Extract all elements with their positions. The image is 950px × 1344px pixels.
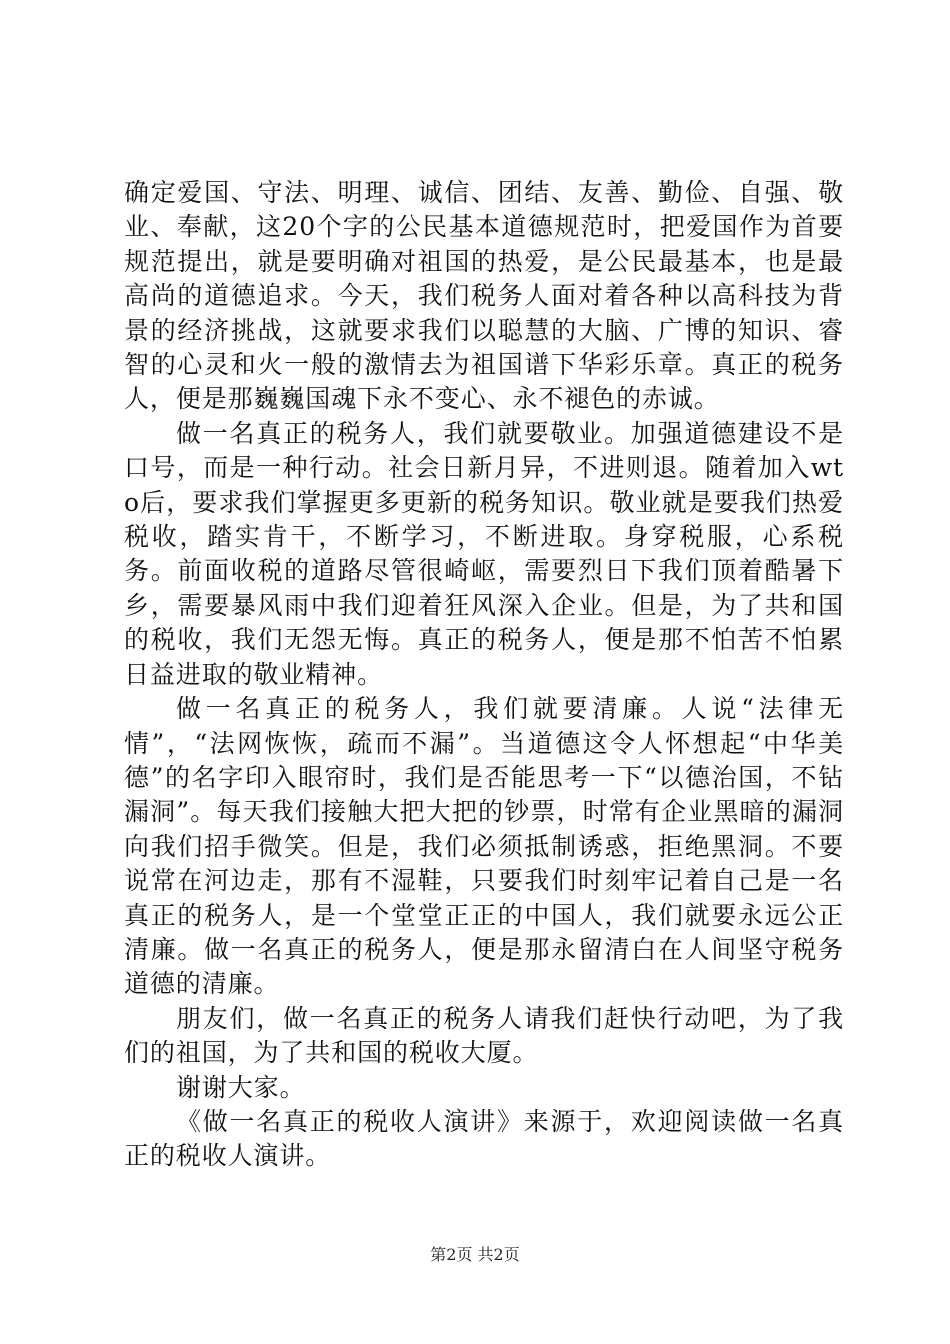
paragraph-continuation: 确定爱国、守法、明理、诚信、团结、友善、勤俭、自强、敬业、奉献，这20个字的公民基本道德规范时，把爱国作为首要规范提出，就是要明确对祖国的热爱，是公民最基本，也是最高尚的道德追求。今天，我们税务人面对着各种以高科技为背景的经济挑战，这就要求我们以聪慧的大脑、广博的知识、睿智的心灵和火一般的激情去为祖国谱下华彩乐章。真正的税务人，便是那巍巍国魂下永不变心、永不褪色的赤诚。 (124, 178, 844, 414)
document-body (124, 176, 844, 1174)
paragraph-call-to-action: 朋友们，做一名真正的税务人请我们赶快行动吧，为了我们的祖国，为了共和国的税收大厦。 (124, 1003, 844, 1068)
paragraph-thanks: 谢谢大家。 (176, 1072, 306, 1102)
paragraph-dedication: 做一名真正的税务人，我们就要敬业。加强道德建设不是口号，而是一种行动。社会日新月异，不进则退。随着加入wto后，要求我们掌握更多更新的税务知识。敬业就是要我们热爱税收，踏实肯干，不断学习，不断进取。身穿税服，心系税务。前面收税的道路尽管很崎岖，需要烈日下我们顶着酷暑下乡，需要暴风雨中我们迎着狂风深入企业。但是，为了共和国的税收，我们无怨无悔。真正的税务人，便是那不怕苦不怕累日益进取的敬业精神。 (124, 418, 844, 689)
paragraph-integrity: 做一名真正的税务人，我们就要清廉。人说“法律无情”，“法网恢恢，疏而不漏”。当道德这令人怀想起“中华美德”的名字印入眼帘时，我们是否能思考一下“以德治国，不钻漏洞”。每天我们接触大把大把的钞票，时常有企业黑暗的漏洞向我们招手微笑。但是，我们必须抵制诱惑，拒绝黑洞。不要说常在河边走，那有不湿鞋，只要我们时刻牢记着自己是一名真正的税务人，是一个堂堂正正的中国人，我们就要永远公正清廉。做一名真正的税务人，便是那永留清白在人间坚守税务道德的清廉。 (124, 694, 844, 999)
page-number-footer: 第2页 共2页 (430, 1245, 520, 1264)
paragraph-source-note: 《做一名真正的税收人演讲》来源于，欢迎阅读做一名真正的税收人演讲。 (124, 1106, 844, 1171)
